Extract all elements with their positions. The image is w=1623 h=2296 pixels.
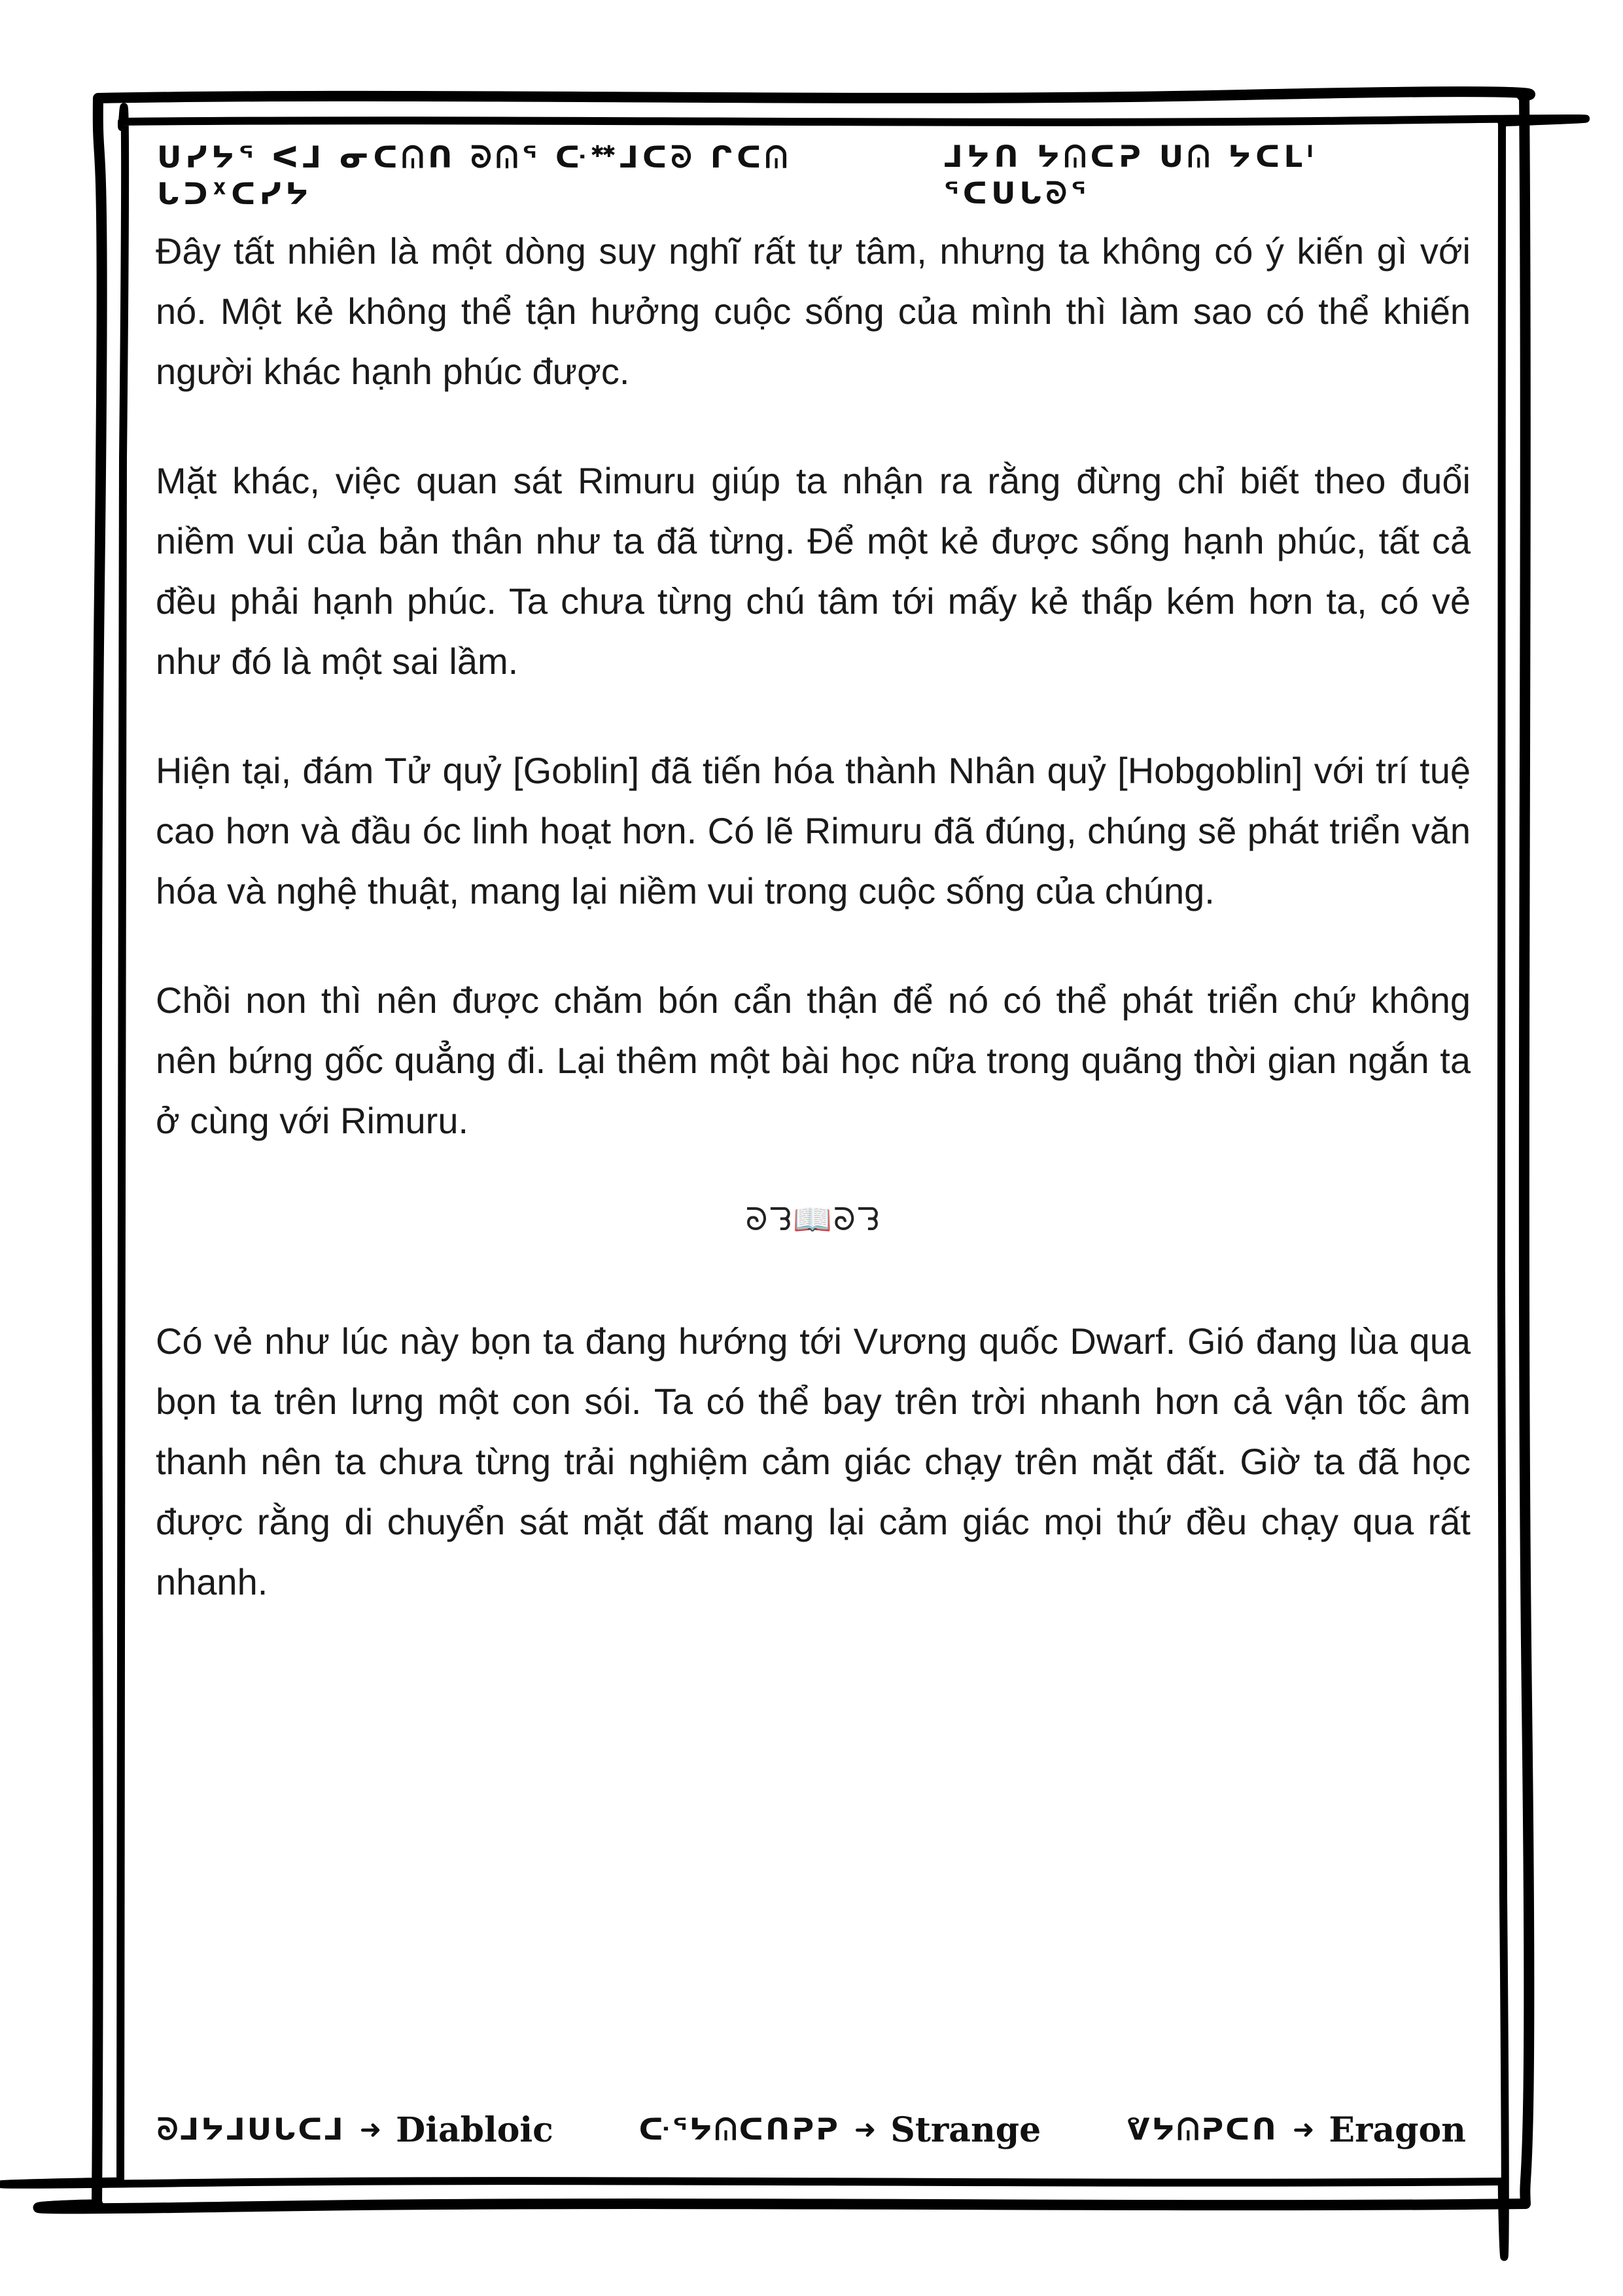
footer-glyph-text: ᑢᕐᔭᕬᑕᑎᕈᕈ [638, 2111, 840, 2147]
arrow-right-icon: ➜ [359, 2115, 382, 2145]
footer-credit-strange [639, 2110, 1041, 2150]
footer-credit-label: Eragon [1329, 2110, 1466, 2150]
paragraph-1: Đây tất nhiên là một dòng suy nghĩ rất tự tâm, nhưng ta không có ý kiến gì với nó. Một kẻ không thể tận hưởng cuộc sống của mình thì làm sao có thể khiến người khác hạnh phúc được. [156, 230, 1471, 392]
paragraph-4: Chồi non thì nên được chăm bón cẩn thận để nó có thể phát triển chứ không nên bứng gốc quẳng đi. Lại thêm một bài học nữa trong quãng thời gian ngắn ta ở cùng với Rimuru. [156, 980, 1471, 1141]
section-divider-ornament: ᘐᘊ📖ᘐᘊ [745, 1201, 881, 1238]
footer-credit-eragon [1126, 2110, 1466, 2150]
footer-credit-label: Diabloic [396, 2110, 553, 2150]
paragraph-5: Có vẻ như lúc này bọn ta đang hướng tới Vương quốc Dwarf. Gió đang lùa qua bọn ta trên lưng một con sói. Ta có thể bay trên trời nhanh hơn cả vận tốc âm thanh nên ta chưa từng trải nghiệm cảm giác chạy trên mặt đất. Giờ ta đã học được rằng di chuyển sát mặt đất mang lại cảm giác mọi thứ đều chạy qua rất nhanh. [156, 1320, 1471, 1602]
footer-glyph-text: ᕓᔭᕬᕈᑕᑎ [1126, 2111, 1278, 2147]
footer-glyph-text: ᘐᒧᔭᒧᑌᒐᑕᒧ [157, 2111, 345, 2147]
arrow-right-icon: ➜ [1292, 2115, 1315, 2145]
footer-credit-diabloic [157, 2110, 553, 2150]
header-right-glyphs: ᒧᔭᑎ ᔭᕬᑕᕈ ᑌᕬ ᔭᑕᒪᑊ ᕐᑕᑌᒐᘐᕐ [943, 139, 1318, 211]
page-body [156, 221, 1471, 1661]
footer-credit-label: Strange [890, 2110, 1041, 2150]
arrow-right-icon: ➜ [854, 2115, 877, 2145]
paragraph-2: Mặt khác, việc quan sát Rimuru giúp ta nhận ra rằng đừng chỉ biết theo đuổi niềm vui của bản thân như ta đã từng. Để một kẻ được sống hạnh phúc, tất cả đều phải hạnh phúc. Ta chưa từng chú tâm tới mấy kẻ thấp kém hơn ta, có vẻ như đó là một sai lầm. [156, 460, 1471, 682]
header-left-glyphs: ᑌᓯᔭᕐ ᐸᒧ ᓂᑕᕬᑎ ᘐᕬᕐ ᑢᕯᒧᑕᘐ ᒋᑕᕬ ᒐᑐᕽᑕᓯᔭ [157, 139, 792, 211]
page-footer [157, 2100, 1466, 2159]
paragraph-3: Hiện tại, đám Tử quỷ [Goblin] đã tiến hóa thành Nhân quỷ [Hobgoblin] với trí tuệ cao hơn và đầu óc linh hoạt hơn. Có lẽ Rimuru đã đúng, chúng sẽ phát triển văn hóa và nghệ thuật, mang lại niềm vui trong cuộc sống của chúng. [156, 750, 1471, 911]
page-header [157, 139, 1466, 211]
